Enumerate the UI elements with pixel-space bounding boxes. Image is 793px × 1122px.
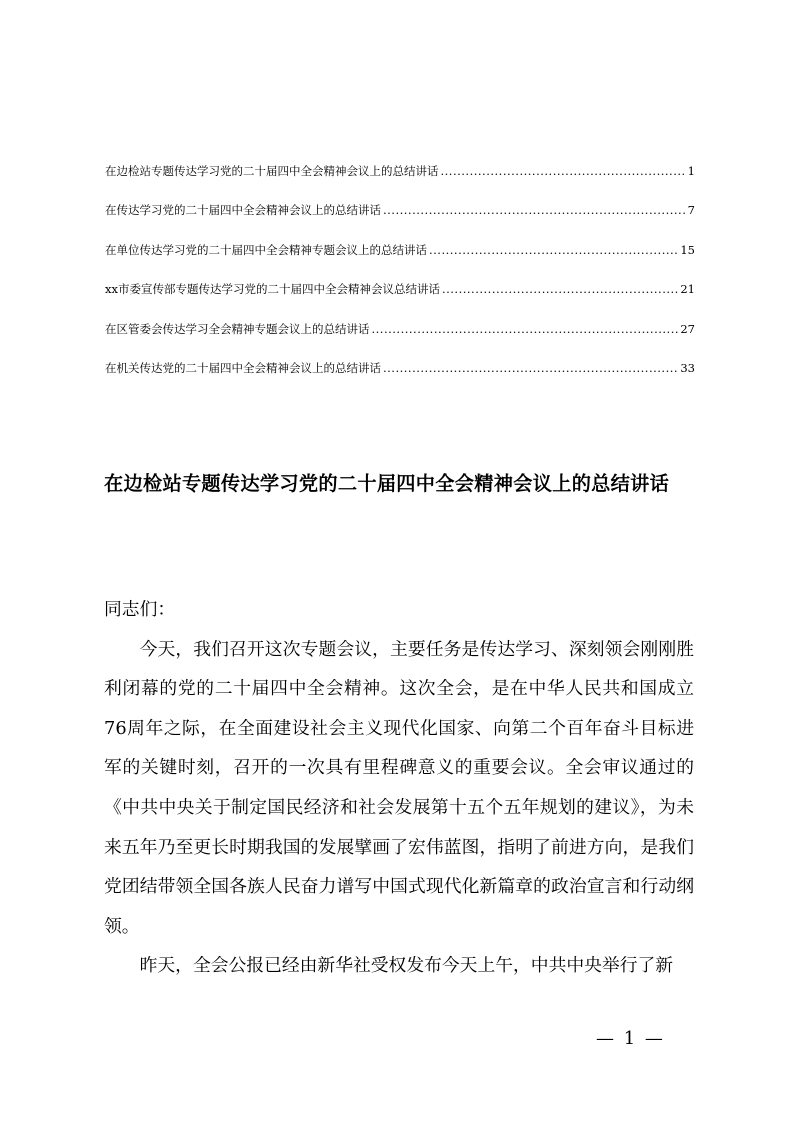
document-title: 在边检站专题传达学习党的二十届四中全会精神会议上的总结讲话 xyxy=(104,471,670,495)
toc-entry-title: 在传达学习党的二十届四中全会精神会议上的总结讲话 xyxy=(105,203,381,218)
body-paragraph: 今天，我们召开这次专题会议，主要任务是传达学习、深刻领会刚刚胜利闭幕的党的二十届四中全会精神。这次全会，是在中华人民共和国成立76周年之际，在全面建设社会主义现代化国家、向第二个百年奋斗目标进军的关键时刻，召开的一次具有里程碑意义的重要会议。全会审议通过的《中共中央关于制定国民经济和社会发展第十五个五年规划的建议》，为未来五年乃至更长时期我国的发展擘画了宏伟蓝图，指明了前进方向，是我们党团结带领全国各族人民奋力谱写中国式现代化新篇章的政治宣言和行动纲领。 xyxy=(104,638,694,937)
toc-entry-page: 15 xyxy=(680,242,695,257)
toc-entry-title: 在区管委会传达学习全会精神专题会议上的总结讲话 xyxy=(105,321,370,336)
toc-entry-page: 21 xyxy=(680,282,695,297)
toc-entry[interactable] xyxy=(105,242,695,281)
toc-entry-title: xx市委宣传部专题传达学习党的二十届四中全会精神会议总结讲话 xyxy=(105,282,440,297)
table-of-contents xyxy=(105,163,695,399)
toc-entry-page: 7 xyxy=(687,203,695,218)
toc-entry-title: 在边检站专题传达学习党的二十届四中全会精神会议上的总结讲话 xyxy=(105,164,439,178)
page-number: — 1 — xyxy=(596,1028,665,1049)
toc-entry[interactable] xyxy=(105,360,695,399)
toc-leader-dots xyxy=(442,282,678,296)
toc-entry[interactable] xyxy=(105,202,695,241)
toc-entry-page: 33 xyxy=(680,360,695,375)
salutation: 同志们： xyxy=(104,599,176,620)
toc-leader-dots xyxy=(429,243,678,257)
body-paragraph: 昨天，全会公报已经由新华社受权发布今天上午，中共中央举行了新 xyxy=(139,955,674,977)
toc-entry-page: 27 xyxy=(680,321,695,336)
toc-entry[interactable] xyxy=(105,321,695,360)
toc-entry-title: 在机关传达党的二十届四中全会精神会议上的总结讲话 xyxy=(105,360,381,375)
toc-leader-dots xyxy=(383,361,678,375)
document-body xyxy=(104,590,694,986)
toc-leader-dots xyxy=(383,203,686,217)
toc-entry[interactable] xyxy=(105,281,695,320)
toc-leader-dots xyxy=(372,322,679,336)
toc-leader-dots xyxy=(441,164,686,178)
toc-entry-page: 1 xyxy=(687,164,695,178)
toc-entry[interactable] xyxy=(105,163,695,202)
toc-entry-title: 在单位传达学习党的二十届四中全会精神专题会议上的总结讲话 xyxy=(105,242,427,257)
